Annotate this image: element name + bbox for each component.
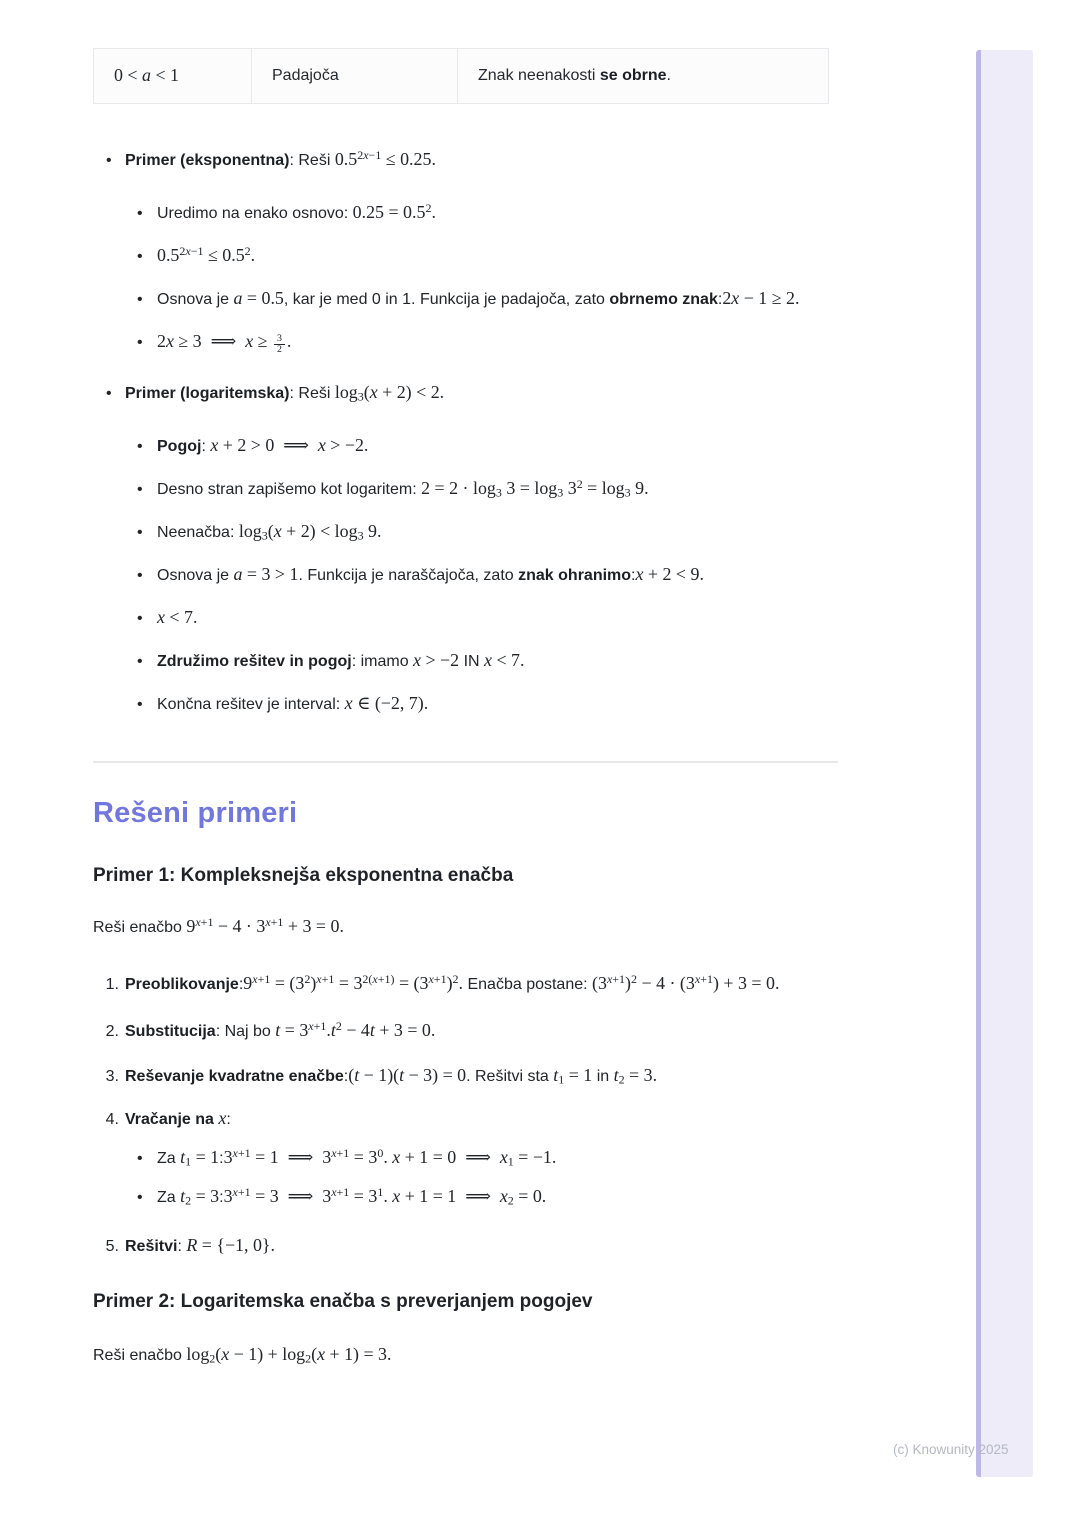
step-text: Substitucija: Naj bo $t = 3^{x+1}.t^2 - 4t + 3 = 0$. (125, 1018, 436, 1040)
bullet-text: • Desno stran zapišemo kot logaritem: $2 = 2 \cdot \log_3 3 = \log_3 3^2 = \log_3 9$. (157, 476, 649, 500)
bullet-text: • Združimo rešitev in pogoj: imamo x > −2 IN x < 7. (157, 650, 525, 670)
bullet-text: • x < 7. (157, 607, 198, 627)
bullet-text: • Osnova je a = 0.5, kar je med 0 in 1. Funkcija je padajoča, zato obrnemo znak:2x − 1 ≥ 2. (157, 288, 800, 308)
sub-bullet-item (125, 328, 838, 357)
step-number: 1. (105, 976, 119, 993)
sub-bullet-item (125, 561, 838, 590)
bullet-text: • Za $t_1$ = $1:3^{x+1} = 1$ ⟹ $3^{x+1} = 3^0$. x + 1 = 0 ⟹ $x_1 = -1$. (157, 1145, 557, 1169)
sub-bullet-item (125, 647, 838, 676)
example2-heading: Primer 2: Logaritemska enačba s preverjanjem pogojev (93, 1291, 593, 1312)
step-number: 4. (105, 1111, 119, 1128)
example1-intro: Reši enačbo $9^{x+1} - 4 \cdot 3^{x+1} + 3 = 0$. (93, 914, 344, 936)
numbered-item-5 (93, 1232, 838, 1261)
example2-intro: Reši enačbo $\log_2(x - 1) + \log_2(x + 1) = 3$. (93, 1344, 392, 1366)
table-cell-base-range: 0 < a < 1 (94, 49, 252, 104)
bullet-text: • Primer (eksponentna): Reši $0.5^{2x-1} \le 0.25$. (125, 147, 436, 169)
bullet-item-logarithmic (93, 379, 838, 719)
step-text: Reševanje kvadratne enačbe:(t − 1)(t − 3) = 0. Rešitvi sta $t_1 = 1$ in $t_2 = 3$. (125, 1065, 658, 1087)
section-divider (93, 761, 838, 763)
sub-bullet-item (125, 199, 838, 228)
bullet-text: • Primer (logaritemska): Reši $\log_3(x + 2) < 2$. (125, 382, 445, 404)
numbered-item-3 (93, 1062, 838, 1091)
sub-bullet-item (125, 285, 838, 314)
step-number: 2. (105, 1023, 119, 1040)
example1-steps (93, 970, 838, 1261)
table-row (94, 49, 829, 104)
bullet-text: • Končna rešitev je interval: x ∈ (−2, 7). (157, 693, 429, 713)
side-accent-bar (976, 50, 1033, 1477)
table-cell-monotonicity: Padajoča (252, 49, 458, 104)
table-cell-rule: Znak neenakosti se obrne. (458, 49, 829, 104)
copyright-watermark: (c) Knowunity 2025 (893, 1442, 1009, 1457)
sub-bullet-item (125, 475, 838, 504)
sub-bullet-item (125, 1144, 838, 1173)
step-number: 5. (105, 1238, 119, 1255)
sub-bullet-item (125, 690, 838, 719)
properties-table (93, 48, 829, 104)
bullet-text: • $0.5^{2x-1} \le 0.5^2$. (157, 243, 256, 265)
document-content (93, 0, 838, 1370)
bullet-item-exponential (93, 146, 838, 357)
bullet-text: • Pogoj: x + 2 > 0 ⟹ x > −2. (157, 435, 369, 455)
sub-bullet-item (125, 432, 838, 461)
bullet-text: • Neenačba: $\log_3(x + 2) < \log_3 9$. (157, 521, 382, 543)
bullet-text: • 2x ≥ 3 ⟹ x ≥ $\frac{3}{2}$ . (157, 331, 292, 356)
sub-bullet-list (125, 199, 838, 357)
sub-bullet-item (125, 604, 838, 633)
step-number: 3. (105, 1068, 119, 1085)
numbered-item-1 (93, 970, 838, 999)
sub-bullet-list (125, 1144, 838, 1212)
sub-bullet-item (125, 518, 838, 547)
example-bullet-list (93, 146, 838, 719)
step-text: $Preoblikovanje:9^{x+1} = (3^2)^{x+1} = 3^{2(x+1)} = (3^{x+1})^2$. Enačba postane: $(3^{x+1})^2 - 4 \cdot (3^{x+1}) + 3 = 0$. (125, 971, 780, 993)
numbered-item-4 (93, 1105, 838, 1212)
numbered-item-2 (93, 1017, 838, 1046)
sub-bullet-list (125, 432, 838, 719)
step-text: Vračanje na x: (125, 1108, 231, 1128)
step-text: Rešitvi: R = {−1, 0}. (125, 1235, 275, 1255)
sub-bullet-item (125, 242, 838, 271)
example1-heading: Primer 1: Kompleksnejša eksponentna enačba (93, 865, 514, 886)
bullet-text: • Osnova je a = 3 > 1. Funkcija je naraščajoča, zato znak ohranimo:x + 2 < 9. (157, 564, 704, 584)
section-title: Rešeni primeri (93, 797, 298, 829)
bullet-text: • Za $t_2$ = $3:3^{x+1} = 3$ ⟹ $3^{x+1} = 3^1$. x + 1 = 1 ⟹ $x_2 = 0$. (157, 1184, 547, 1208)
sub-bullet-item (125, 1183, 838, 1212)
bullet-text: • Uredimo na enako osnovo: $0.25 = 0.5^2$. (157, 200, 436, 222)
